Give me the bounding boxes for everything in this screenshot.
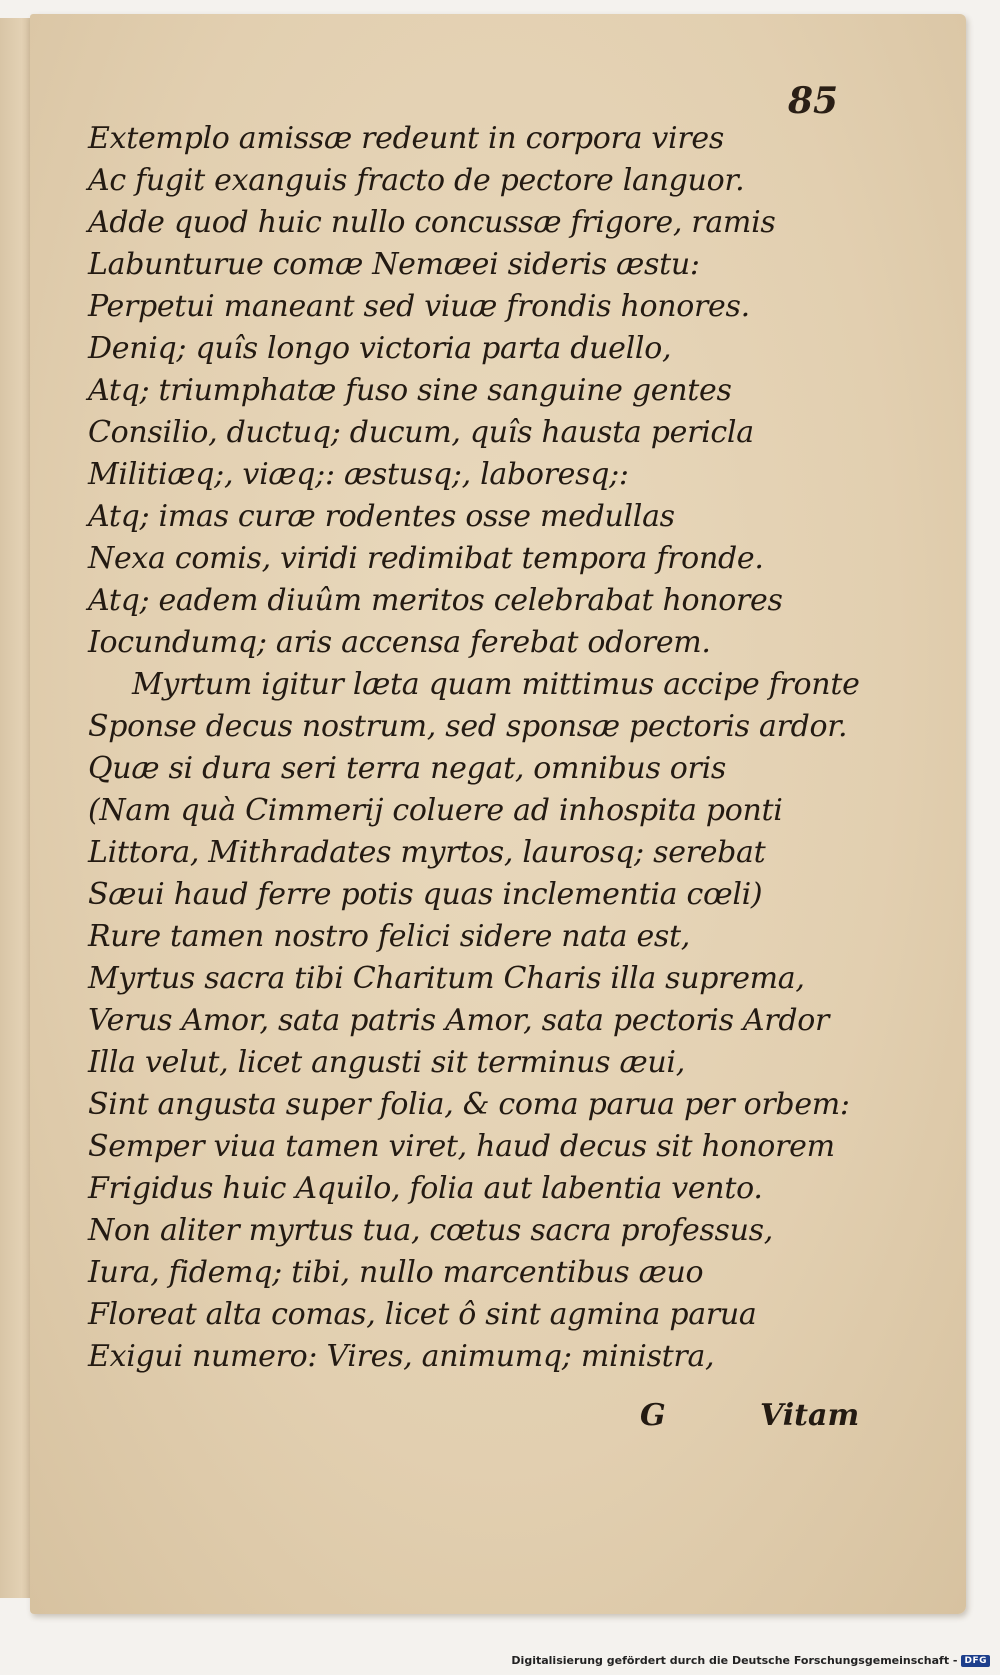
text-line: Sint angusta super folia, & coma parua per orbem: <box>88 1087 850 1122</box>
footer-text: Digitalisierung gefördert durch die Deutsche Forschungsgemeinschaft - <box>511 1654 958 1667</box>
text-line: Myrtus sacra tibi Charitum Charis illa suprema, <box>88 961 805 996</box>
text-line: Floreat alta comas, licet ô sint agmina parua <box>88 1297 757 1332</box>
text-line: Extemplo amissæ redeunt in corpora vires <box>88 121 724 156</box>
text-line: Iocundumq; aris accensa ferebat odorem. <box>88 625 711 660</box>
text-line: (Nam quà Cimmerij coluere ad inhospita ponti <box>88 793 783 828</box>
text-line: Sponse decus nostrum, sed sponsæ pectoris ardor. <box>88 709 848 744</box>
dfg-logo-icon: DFG <box>961 1655 990 1667</box>
text-line: Labunturue comæ Nemæei sideris æstu: <box>88 247 700 282</box>
text-line: Militiæq;, viæq;: æstusq;, laboresq;: <box>88 457 629 492</box>
text-line: Atq; imas curæ rodentes osse medullas <box>88 499 675 534</box>
text-line: Non aliter myrtus tua, cœtus sacra professus, <box>88 1213 773 1248</box>
text-line: Atq; triumphatæ fuso sine sanguine gentes <box>88 373 732 408</box>
text-line: Adde quod huic nullo concussæ frigore, ramis <box>88 205 776 240</box>
text-line: Littora, Mithradates myrtos, laurosq; serebat <box>88 835 766 870</box>
text-line: Perpetui maneant sed viuæ frondis honores. <box>88 289 750 324</box>
text-line: Consilio, ductuq; ducum, quîs hausta pericla <box>88 415 754 450</box>
text-line: Deniq; quîs longo victoria parta duello, <box>88 331 672 366</box>
text-line: Atq; eadem diuûm meritos celebrabat honores <box>88 583 783 618</box>
signature-mark: G <box>640 1398 666 1433</box>
text-line: Rure tamen nostro felici sidere nata est, <box>88 919 690 954</box>
catchword: Vitam <box>760 1398 860 1433</box>
text-line: Sæui haud ferre potis quas inclementia cœli) <box>88 877 763 912</box>
text-line: Iura, fidemq; tibi, nullo marcentibus æuo <box>88 1255 704 1290</box>
text-line: Verus Amor, sata patris Amor, sata pectoris Ardor <box>88 1003 830 1038</box>
text-line: Semper viua tamen viret, haud decus sit honorem <box>88 1129 835 1164</box>
text-line: Ac fugit exanguis fracto de pectore languor. <box>88 163 745 198</box>
page-number: 85 <box>788 80 839 122</box>
text-line: Nexa comis, viridi redimibat tempora fronde. <box>88 541 764 576</box>
text-line: Exigui numero: Vires, animumq; ministra, <box>88 1339 715 1374</box>
digitization-footer <box>511 1654 990 1667</box>
text-line: Myrtum igitur læta quam mittimus accipe fronte <box>132 667 860 702</box>
text-line: Frigidus huic Aquilo, folia aut labentia vento. <box>88 1171 763 1206</box>
poem-text <box>88 118 868 1378</box>
text-line: Quæ si dura seri terra negat, omnibus oris <box>88 751 726 786</box>
text-line: Illa velut, licet angusti sit terminus æui, <box>88 1045 685 1080</box>
